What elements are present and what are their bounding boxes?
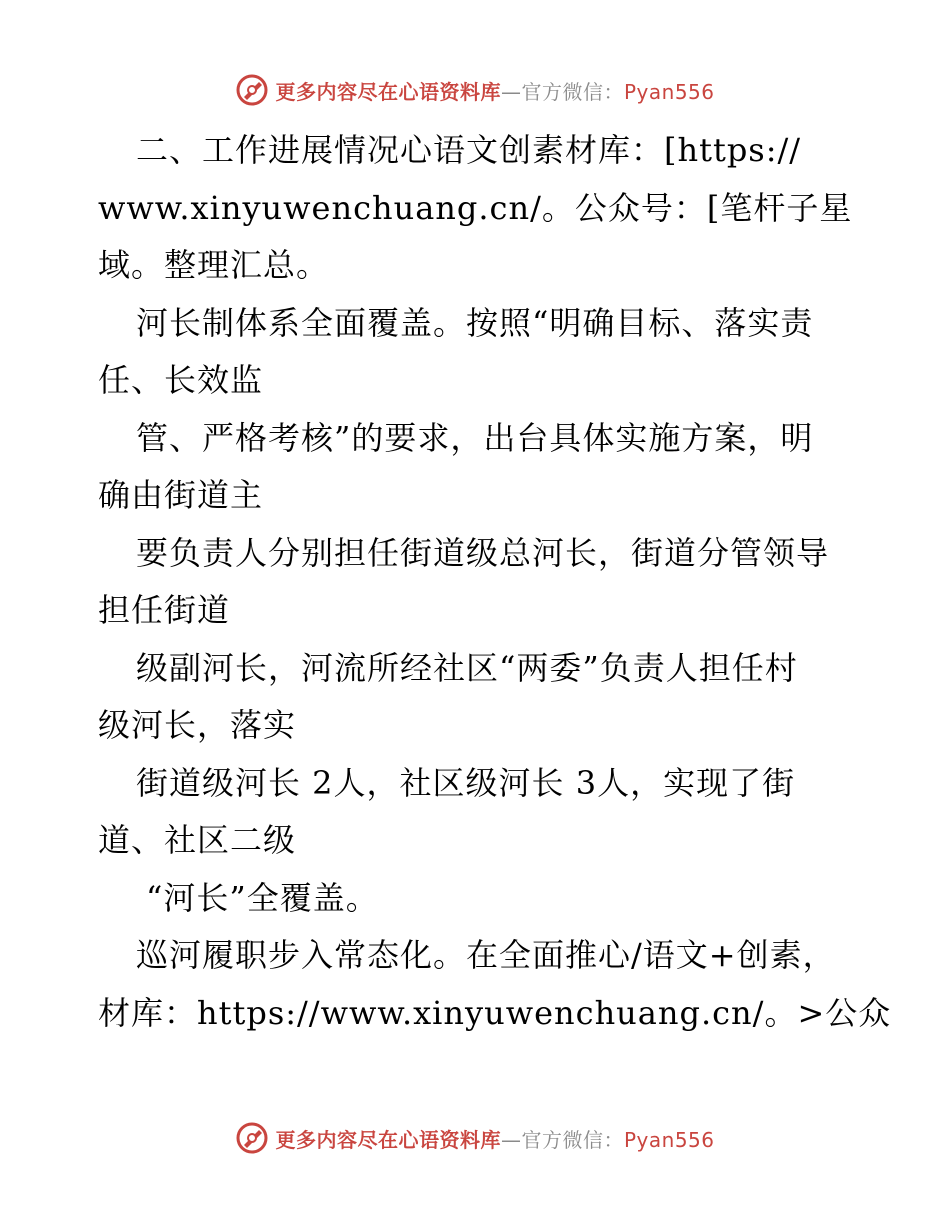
text-line: www.xinyuwenchuang.cn/。公众号：[笔杆子星 (98, 188, 853, 227)
text-line: 级河长，落实 (98, 706, 297, 744)
text-line: 要负责人分别担任街道级总河长，街道分管领导 (136, 533, 830, 572)
banner-wechat-label: 官方微信： (521, 1127, 624, 1152)
logo-mark-icon (235, 73, 269, 107)
banner-wechat-label: 官方微信： (521, 79, 624, 104)
text-line: 管、严格考核”的要求，出台具体实施方案，明 (136, 418, 814, 457)
banner-wechat-id: Pyan556 (623, 79, 715, 104)
text-line: 河长制体系全面覆盖。按照“明确目标、落实责 (136, 303, 814, 342)
banner-site-name: 更多内容尽在心语资料库 (275, 1127, 501, 1152)
text-line: 任、长效监 (98, 361, 264, 399)
text-line: 级副河长，河流所经社区“两委”负责人担任村 (136, 648, 798, 687)
text-line: “河长”全覆盖。 (146, 878, 379, 917)
text-line: 担任街道 (98, 591, 231, 629)
document-body (98, 122, 892, 1042)
text-line: 材库：https://www.xinyuwenchuang.cn/。>公众 (98, 993, 892, 1032)
banner-dash: — (500, 79, 522, 104)
footer-banner (0, 1118, 950, 1158)
banner-dash: — (500, 1127, 522, 1152)
text-line: 二、工作进展情况心语文创素材库：[https:// (136, 131, 802, 169)
text-line: 道、社区二级 (98, 821, 297, 859)
text-line: 确由街道主 (98, 476, 264, 514)
banner-site-name: 更多内容尽在心语资料库 (275, 79, 501, 104)
text-line: 域。整理汇总。 (98, 246, 330, 284)
logo-mark-icon (235, 1121, 269, 1155)
banner-wechat-id: Pyan556 (623, 1127, 715, 1152)
text-line: 巡河履职步入常态化。在全面推心/语文+创素， (136, 936, 836, 974)
banner-text (275, 76, 714, 105)
banner-text (275, 1124, 714, 1153)
text-line: 街道级河长 2人，社区级河长 3人，实现了街 (136, 763, 796, 802)
header-banner (0, 70, 950, 110)
